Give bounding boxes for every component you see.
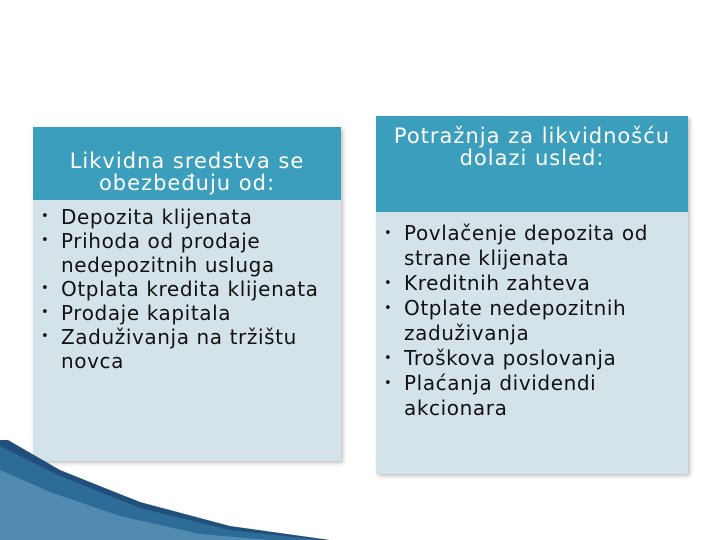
list-item: • Prihoda od prodaje nedepozitnih usluga <box>33 229 333 277</box>
liquidity-sources-panel <box>33 127 341 461</box>
list-item: • Povlačenje depozita od strane klijenata <box>376 221 688 271</box>
liquidity-demand-title: Potražnja za likvidnošću dolazi usled: <box>376 116 688 212</box>
list-item: • Otplate nedepozitnih zaduživanja <box>376 296 688 346</box>
list-item: • Kreditnih zahteva <box>376 271 688 296</box>
list-item: • Prodaje kapitala <box>33 301 333 325</box>
list-item: • Plaćanja dividendi akcionara <box>376 371 688 421</box>
liquidity-demand-panel <box>376 116 688 474</box>
liquidity-demand-list <box>376 221 688 421</box>
list-item: • Zaduživanja na tržištu novca <box>33 325 333 373</box>
corner-swoosh-decoration <box>0 440 720 540</box>
liquidity-sources-title: Likvidna sredstva se obezbeđuju od: <box>33 127 341 200</box>
liquidity-sources-list <box>33 205 333 373</box>
list-item: • Otplata kredita klijenata <box>33 277 333 301</box>
list-item: • Depozita klijenata <box>33 205 333 229</box>
list-item: • Troškova poslovanja <box>376 346 688 371</box>
